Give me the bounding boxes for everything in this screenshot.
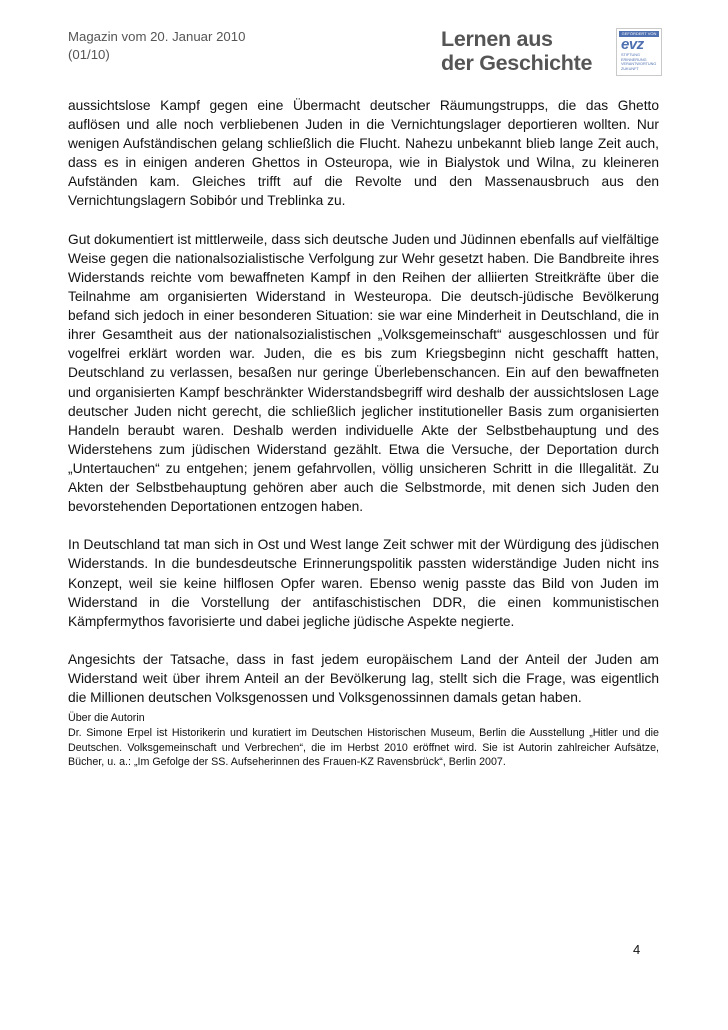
page-number: 4: [633, 942, 641, 957]
author-note: [68, 711, 659, 770]
evz-subtitle-2: ERINNERUNG: [621, 57, 647, 62]
evz-sponsor-label: GEFÖRDERT VON: [619, 31, 659, 37]
brand-logo-text: [441, 27, 592, 75]
brand-line-2: der Geschichte: [441, 51, 593, 75]
evz-subtitle: [621, 53, 659, 71]
magazine-issue: (01/10): [68, 47, 110, 62]
paragraph: Gut dokumentiert ist mittlerweile, dass sich deutsche Juden und Jüdinnen ebenfalls auf vielfältige Weise gegen die nationalsozialistische Verfolgung zur Wehr gesetzt haben. Die Bandbreite ihres Widerstands reichte vom bewaffneten Kampf in den Reihen der alliierten Streitkräfte über die Teilnahme am organisierten Widerstand in Westeuropa. Die deutsch-jüdische Bevölkerung befand sich jedoch in einer besonderen Situation: sie war eine Minderheit in Deutschland, die in ihrer Gesamtheit aus der nationalsozialistischen „Volksgemeinschaft“ ausgeschlossen und für vogelfrei erklärt worden war. Juden, die es bis zum Kriegsbeginn nicht geschafft hatten, Deutschland zu verlassen, besaßen nur geringe Überlebenschancen. Ein auf den bewaffneten und organisierten Kampf beschränkter Widerstandsbegriff wird deshalb der aussichtslosen Lage deutscher Juden nicht gerecht, die schließlich jeglicher institutioneller Basis zum organisierten Handeln beraubt waren. Deshalb werden individuelle Akte der Selbstbehauptung und des Widerstehens zum jüdischen Widerstand gezählt. Etwa die Versuche, der Deportation durch „Untertauchen“ zu entgehen; jenem gefahrvollen, völlig unsicheren Schritt in die Illegalität. Zu Akten der Selbstbehauptung gehören aber auch die Selbstmorde, mit denen sich Juden den bevorstehenden Deportationen entzogen haben.: [68, 231, 659, 515]
paragraph: In Deutschland tat man sich in Ost und West lange Zeit schwer mit der Würdigung des jüdischen Widerstands. In die bundesdeutsche Erinnerungspolitik passten widerständige Juden nicht ins Konzept, weil sie keine hilflosen Opfer waren. Ebenso wenig passte das Bild von Juden im Widerstand in die Vorstellung der antifaschistischen DDR, die einen kommunistischen Kämpfermythos favorisierte und dabei jegliche jüdische Aspekte negierte.: [68, 537, 659, 629]
paragraph: aussichtslose Kampf gegen eine Übermacht deutscher Räumungstrupps, die das Ghetto auflösen und alle noch verbliebenen Juden in die Vernichtungslager deportieren wollten. Nur wenigen Aufständischen gelang schließlich die Flucht. Nahezu unbekannt blieb lange Zeit auch, dass es in einigen anderen Ghettos in Osteuropa, wie in Bialystok und Wilna, zu kleineren Aufständen kam. Gleiches trifft auf die Revolte und den Massenausbruch aus den Vernichtungslagern Sobibór und Treblinka zu.: [68, 98, 659, 209]
article-body: [68, 96, 659, 707]
evz-logo: [616, 28, 662, 76]
paragraph: Angesichts der Tatsache, dass in fast jedem europäischem Land der Anteil der Juden am Widerstand weit über ihrem Anteil an der Bevölkerung lag, stellt sich die Frage, was eigentlich die Millionen deutschen Volksgenossen und Volksgenossinnen damals getan haben.: [68, 652, 659, 706]
magazine-date: Magazin vom 20. Januar 2010: [68, 29, 246, 44]
author-heading: Über die Autorin: [68, 712, 145, 724]
evz-subtitle-1: STIFTUNG: [621, 53, 640, 57]
author-bio: Dr. Simone Erpel ist Historikerin und kuratiert im Deutschen Historischen Museum, Berlin die Ausstellung „Hitler und die Deutschen. Volksgemeinschaft und Verbrechen“, die im Herbst 2010 eröffnet wird. Sie ist Autorin zahlreicher Aufsätze, Bücher, u. a.: „Im Gefolge der SS. Aufseherinnen des Frauen-KZ Ravensbrück“, Berlin 2007.: [68, 726, 659, 769]
evz-subtitle-3: VERANTWORTUNG: [621, 62, 657, 67]
evz-wordmark: evz: [621, 36, 644, 53]
magazine-header: [68, 28, 245, 64]
evz-subtitle-4: ZUKUNFT: [621, 66, 639, 71]
brand-line-1: Lernen aus: [441, 27, 553, 51]
